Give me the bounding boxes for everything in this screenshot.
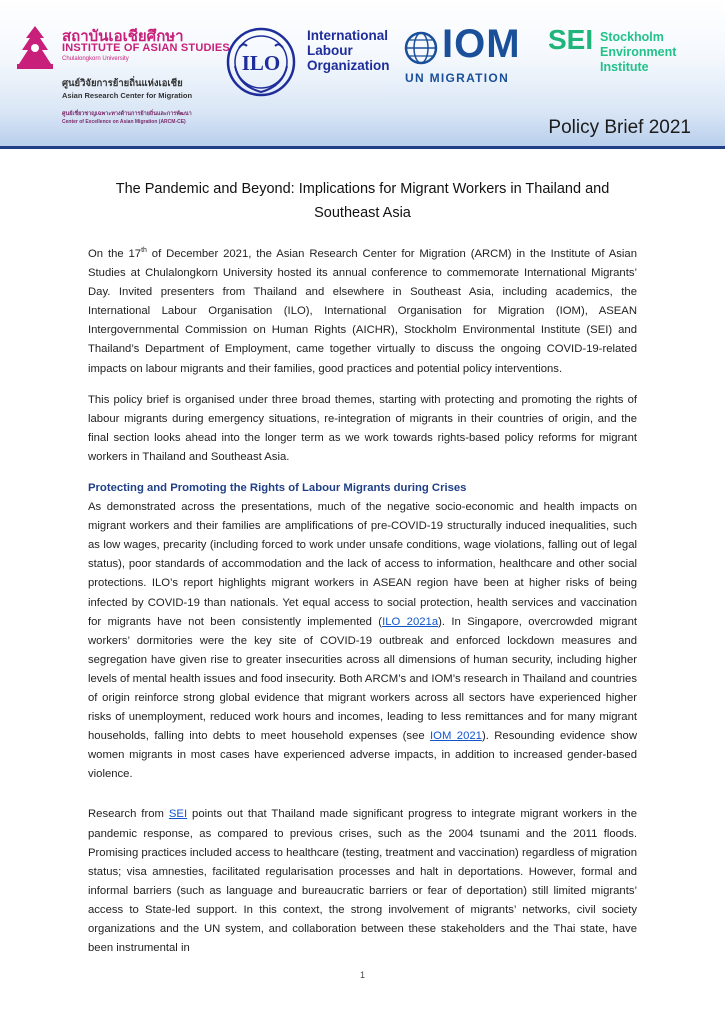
text-run: As demonstrated across the presentations, much of the negative socio-economic and health impacts on migrant workers and their families are amplifications of pre-COVID-19 structurally induced inequalities, such as low wages, precarity (including forced to work under unsafe conditions, wage violations, falling out of legal status), poor standards of accommodation and the lack of access to information, healthcare and other social protections. ILO’s report highlights migrant workers in ASEAN region have been at higher risks of being infected by COVID-19 than nationals. Yet equal access to social protection, health services and vaccination for migrants have not been consistently implemented ( bbox=[88, 501, 637, 628]
title-line-1: The Pandemic and Beyond: Implications for Migrant Workers in Thailand and bbox=[115, 181, 610, 197]
section-heading: Protecting and Promoting the Rights of Labour Migrants during Crises bbox=[88, 482, 467, 495]
sei-name-line3: Institute bbox=[600, 60, 649, 74]
iom-2021-link[interactable]: IOM 2021 bbox=[430, 730, 482, 743]
ilo-name-line1: International bbox=[307, 28, 389, 43]
ias-name-english: INSTITUTE OF ASIAN STUDIES bbox=[62, 42, 230, 54]
arcm-name-english: Asian Research Center for Migration bbox=[62, 91, 193, 100]
iom-subtitle: UN MIGRATION bbox=[405, 71, 510, 85]
iom-globe-icon bbox=[404, 31, 438, 65]
text-run: ). Resounding evidence show women migrants in most cases have experienced adverse impacts, in addition to increased gender-based violence. bbox=[88, 730, 637, 781]
text-run: Research from bbox=[88, 808, 169, 821]
ias-university: Chulalongkorn University bbox=[62, 56, 129, 62]
paragraph-structure: This policy brief is organised under three broad themes, starting with protecting and promoting the rights of labour migrants during emergency situations, re-integration of migrants in their countries of origin, and the final section looks ahead into the longer term as we work towards rights-based policy reforms for migrant workers in Thailand and Southeast Asia. bbox=[88, 393, 637, 463]
sei-name bbox=[600, 30, 676, 75]
superscript: th bbox=[141, 247, 147, 255]
title-line-2: Southeast Asia bbox=[314, 205, 411, 221]
text-run: ). In Singapore, overcrowded migrant workers’ dormitories were the key site of COVID-19 outbreak and enforced lockdown measures and segregation have given rise to greater insecurities across all dimensions of human security, including higher levels of mental health issues and food insecurity. Both ARCM’s and IOM’s research in Thailand and countries of origin reinforce strong global evidence that migrant workers across all sectors have experienced higher risks of unemployment, reduced work hours and incomes, leading to less remittances and for many migrant households, falling into debts to meet household expenses (see bbox=[88, 615, 638, 743]
ce-name-thai: ศูนย์เชี่ยวชาญเฉพาะทางด้านการย้ายถิ่นและการพัฒนา bbox=[62, 111, 192, 117]
paragraph-impacts bbox=[88, 498, 637, 784]
header-banner bbox=[0, 0, 725, 149]
text-run: On the 17 bbox=[88, 248, 142, 260]
paragraph-sei-research bbox=[88, 805, 637, 958]
iom-wordmark: IOM bbox=[442, 22, 521, 66]
policy-brief-label: Policy Brief 2021 bbox=[548, 117, 691, 138]
ilo-name-line2: Labour bbox=[307, 43, 353, 58]
document-title bbox=[80, 177, 645, 225]
text-run: points out that Thailand made significant progress to integrate migrant workers in the pandemic response, as compared to previous crises, such as the 2004 tsunami and the 2011 floods. Promising practices included access to healthcare (testing, treatment and vaccination) regardless of migration status; visa amnesties, facilitated regularisation processes and halt in deportations. However, formal and informal barriers (such as language and bureaucratic barriers or fear of deportation) still limited migrants’ access to State-led support. In this context, the strong involvement of migrants’ networks, civil society organizations and the UN system, and collaboration between these stakeholders and the Thai state, have been instrumental in bbox=[88, 808, 637, 955]
page-number: 1 bbox=[359, 970, 365, 980]
ilo-mark: ILO bbox=[241, 51, 281, 75]
text-run: of December 2021, the Asian Research Center for Migration (ARCM) in the Institute of Asian Studies at Chulalongkorn University hosted its annual conference to commemorate International Migrants’ Day. Invited presenters from Thailand and elsewhere in Southeast Asia, including academics, the International Labour Organisation (ILO), International Organisation for Migration (IOM), ASEAN Intergovernmental Commission on Human Rights (AICHR), Stockholm Environmental Institute (SEI) and Thailand’s Department of Employment, came together virtually to discuss the ongoing COVID-19-related impacts on labour migrants and their families, good practices and potential policy interventions. bbox=[88, 248, 637, 375]
sei-link[interactable]: SEI bbox=[168, 808, 188, 821]
ilo-name-line3: Organization bbox=[307, 58, 390, 73]
ias-logo bbox=[14, 18, 230, 130]
ce-name-english: Center of Excellence on Asian Migration (ARCM-CE) bbox=[62, 119, 186, 125]
sei-mark: SEI bbox=[548, 24, 594, 55]
ilo-2021a-link[interactable]: ILO 2021a bbox=[382, 615, 439, 628]
sei-name-line2: Environment bbox=[600, 45, 677, 59]
sei-name-line1: Stockholm bbox=[600, 30, 664, 44]
document-body bbox=[88, 245, 637, 970]
ias-name-thai: สถาบันเอเชียศึกษา bbox=[62, 28, 184, 45]
ilo-emblem-icon bbox=[225, 26, 297, 98]
chulalongkorn-emblem-icon bbox=[14, 24, 56, 72]
paragraph-intro bbox=[88, 245, 637, 379]
arcm-name-thai: ศูนย์วิจัยการย้ายถิ่นแห่งเอเชีย bbox=[62, 78, 183, 89]
ilo-name bbox=[307, 28, 390, 73]
